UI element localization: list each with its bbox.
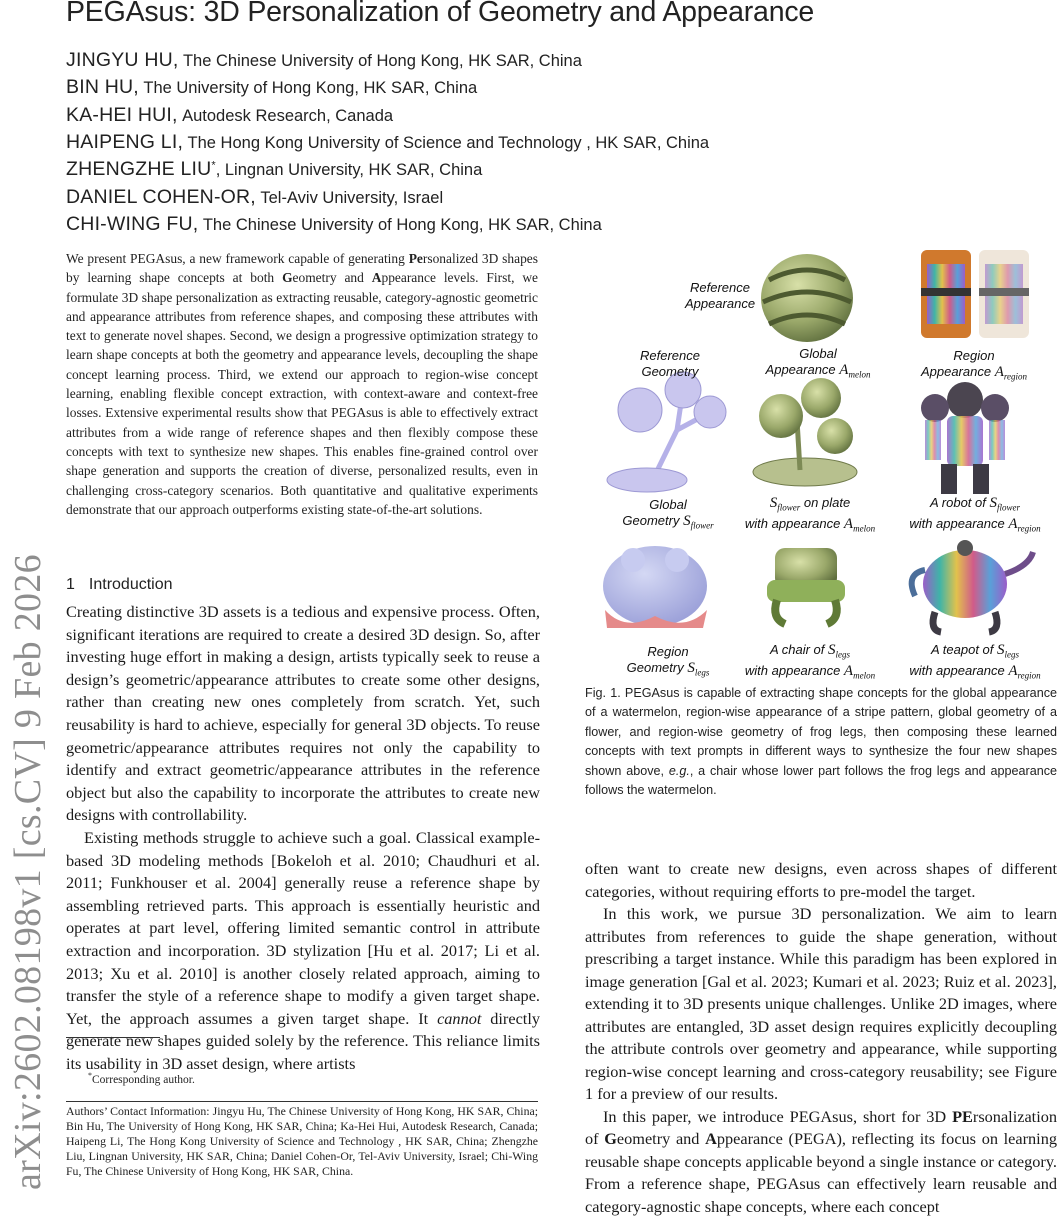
section-number: 1: [66, 576, 75, 593]
section-title: Introduction: [89, 576, 173, 593]
label-global-geometry: Global Geometry $S_{flower}$: [603, 497, 733, 534]
abstract: We present PEGAsus, a new framework capable of generating Personalized 3D shapes by learning shape concepts at both Geometry and Appearance levels. First, we formulate 3D shape personalization as extracting reusable, category-agnostic geometric and appearance attributes from reference shapes, and composing these attributes with text to generate novel shapes. Second, we design a progressive optimization strategy to learn shape concepts at both the geometry and appearance levels, decoupling the shape concept learning process. Third, we extend our approach to region-wise concept learning, enabling flexible concept extraction, with context-aware and context-free losses. Extensive experimental results show that PEGAsus is able to effectively extract attributes from a wide range of reference shapes and then flexibly compose these concepts with text to synthesize new shapes. This enables fine-grained control over shape generation and supports the creation of diverse, personalized results, even in challenging cross-category scenarios. Both quantitative and qualitative experiments demonstrate that our approach outperforms existing state-of-the-art solutions.: [66, 249, 538, 519]
label-result-chair: A chair of $S_{legs}$ with appearance $A_{melon}$: [735, 642, 885, 683]
label-result-plate: $S_{flower}$ on plate with appearance $A_{melon}$: [735, 495, 885, 536]
author-1: [66, 49, 1046, 72]
author-affiliation: The University of Hong Kong, HK SAR, China: [143, 79, 477, 97]
paragraph: Existing methods struggle to achieve such a goal. Classical example-based 3D modeling methods [Bokeloh et al. 2010; Chaudhuri et al. 2011; Funkhouser et al. 2004] generally reuse a reference shape by assembling retrieved parts. This approach is essentially heuristic and operates at part level, offering limited semantic control in attribute extraction and incorporation. 3D stylization [Hu et al. 2017; Li et al. 2013; Xu et al. 2010] is another closely related approach, aiming to transfer the style of a reference shape to modify a given target shape. Yet, the approach assumes a given target shape. It cannot directly generate new shapes guided solely by the reference. This reliance limits its usability in 3D asset design, where artists: [66, 827, 540, 1076]
author-affiliation: , Lingnan University, HK SAR, China: [216, 161, 483, 179]
paragraph: In this work, we pursue 3D personalization. We aim to learn attributes from references to guide the shape generation, without prescribing a target instance. While this paradigm has been explored in image generation [Gal et al. 2023; Kumari et al. 2023; Ruiz et al. 2023], extending it to 3D presents unique challenges. Unlike 2D images, where attributes are entangled, 3D asset design requires explicitly decoupling the attribute controls over geometry and appearance, while supporting region-wise concept learning and cross-category reusability; see Figure 1 for a preview of our results.: [585, 903, 1057, 1106]
author-2: [66, 76, 1046, 99]
label-global-appearance: Global Appearance $A_{melon}$: [753, 346, 883, 383]
flower-reference-image: [607, 372, 726, 492]
label-reference-appearance: Reference Appearance: [655, 280, 785, 312]
author-affiliation: The Hong Kong University of Science and Technology , HK SAR, China: [188, 134, 710, 152]
author-name: DANIEL COHEN-OR,: [66, 186, 256, 208]
author-name: HAIPENG LI,: [66, 131, 183, 153]
author-4: [66, 131, 1046, 154]
author-affiliation: Tel-Aviv University, Israel: [260, 189, 443, 207]
chair-result-image: [767, 548, 845, 624]
label-result-teapot: A teapot of $S_{legs}$ with appearance $A_{region}$: [893, 642, 1057, 683]
arxiv-stamp: arXiv:2602.08198v1 [cs.CV] 9 Feb 2026: [2, 210, 54, 1190]
teapot-result-image: [912, 540, 1033, 632]
author-5: [66, 158, 1046, 181]
paragraph: In this paper, we introduce PEGAsus, short for 3D PErsonalization of Geometry and Appearance (PEGA), reflecting its focus on learning reusable shape concepts applicable beyond a single instance or category. From a reference shape, PEGAsus can effectively learn reusable and category-agnostic shape concepts, where each concept: [585, 1106, 1057, 1218]
author-7: [66, 213, 1046, 236]
label-region-geometry: Region Geometry $S_{legs}$: [603, 644, 733, 681]
author-affiliation: The Chinese University of Hong Kong, HK SAR, China: [183, 52, 582, 70]
author-name: ZHENGZHE LIU: [66, 158, 211, 180]
figure-1: [585, 240, 1057, 685]
author-name: KA-HEI HUI,: [66, 104, 178, 126]
author-affiliation: Autodesk Research, Canada: [182, 107, 393, 125]
paper-title: PEGAsus: 3D Personalization of Geometry and Appearance: [66, 0, 1056, 29]
contact-rule: [66, 1101, 538, 1102]
stripe-barrel-reference-image: [921, 250, 1029, 338]
author-affiliation: The Chinese University of Hong Kong, HK SAR, China: [203, 216, 602, 234]
author-contact-info: Authors’ Contact Information: Jingyu Hu, The Chinese University of Hong Kong, HK SAR, China; Bin Hu, The University of Hong Kong, HK SAR, China; Ka-Hei Hui, Autodesk Research, Canada; Haipeng Li, The Hong Kong University of Science and Technology , HK SAR, China; Zhengzhe Liu, Lingnan University, HK SAR, China; Daniel Cohen-Or, Tel-Aviv University, Israel; Chi-Wing Fu, The Chinese University of Hong Kong, HK SAR, China.: [66, 1104, 538, 1179]
footnote-rule: [66, 1037, 160, 1038]
label-reference-geometry: Reference Geometry: [605, 348, 735, 380]
author-name: CHI-WING FU,: [66, 213, 198, 235]
figure-caption: Fig. 1. PEGAsus is capable of extracting shape concepts for the global appearance of a watermelon, region-wise appearance of a stripe pattern, global geometry of a flower, and region-wise geometry of frog legs, then composing these learned concepts with text prompts in different ways to synthesize the four new shapes shown above, e.g., a chair whose lower part follows the frog legs and appearance follows the watermelon.: [585, 684, 1057, 800]
intro-body-left: [66, 601, 540, 1075]
author-name: BIN HU,: [66, 76, 139, 98]
robot-result-image: [921, 382, 1009, 494]
author-name: JINGYU HU,: [66, 49, 179, 71]
author-6: [66, 186, 1046, 209]
author-3: [66, 104, 1046, 127]
paragraph: often want to create new designs, even across shapes of different categories, without requiring efforts to pre-model the target.: [585, 858, 1057, 903]
section-heading-introduction: [66, 576, 173, 594]
frog-reference-image: [603, 546, 707, 628]
corresponding-mark: *: [211, 160, 215, 172]
intro-body-right: [585, 858, 1057, 1218]
footnote: *Corresponding author.: [88, 1071, 195, 1086]
flower-on-plate-result-image: [753, 378, 857, 486]
label-result-robot: A robot of $S_{flower}$ with appearance $A_{region}$: [893, 495, 1057, 536]
paragraph: Creating distinctive 3D assets is a tedious and expensive process. Often, significant iterations are required to create a desired 3D design. So, after investing huge effort in making a design, artists typically seek to reuse a design’s geometric/appearance attributes to create some other designs, rather than creating new ones completely from scratch. Yet, such reusability is hard to achieve, especially for general 3D objects. To reuse geometric/appearance attributes requires not only the capability to identify and extract geometric/appearance attributes in the reference object but also the capability to incorporate the attributes to create new designs with controllability.: [66, 601, 540, 827]
label-region-appearance: Region Appearance $A_{region}$: [909, 348, 1039, 385]
